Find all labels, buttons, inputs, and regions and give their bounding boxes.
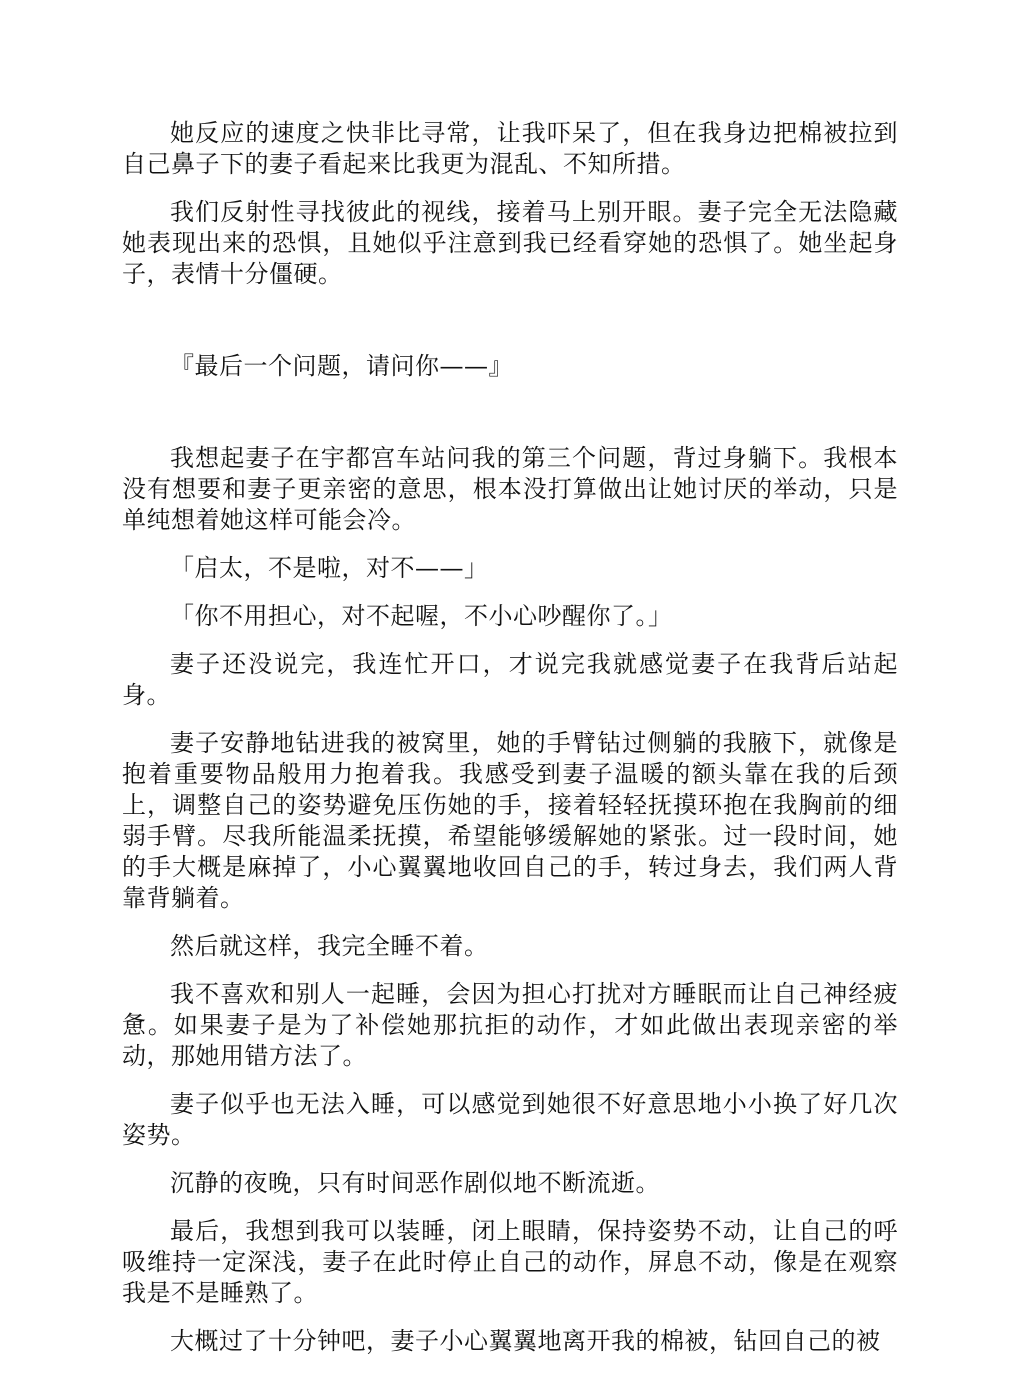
dialogue-line-2: 「你不用担心，对不起喔，不小心吵醒你了。」: [170, 602, 673, 630]
paragraph-10: 最后，我想到我可以装睡，闭上眼睛，保持姿势不动，让自己的呼吸维持一定深浅，妻子在此时停止自己的动作，屏息不动，像是在观察我是不是睡熟了。: [122, 1217, 898, 1307]
paragraph-2: 我们反射性寻找彼此的视线，接着马上别开眼。妻子完全无法隐藏她表现出来的恐惧，且她似乎注意到我已经看穿她的恐惧了。她坐起身子，表情十分僵硬。: [122, 198, 898, 288]
paragraph-11: 大概过了十分钟吧，妻子小心翼翼地离开我的棉被，钻回自己的被: [170, 1327, 881, 1355]
document-page: [122, 118, 898, 1374]
paragraph-3: 我想起妻子在宇都宫车站问我的第三个问题，背过身躺下。我根本没有想要和妻子更亲密的意思，根本没打算做出让她讨厌的举动，只是单纯想着她这样可能会冷。: [122, 444, 898, 534]
paragraph-4: 妻子还没说完，我连忙开口，才说完我就感觉妻子在我背后站起身。: [122, 650, 898, 709]
paragraph-9: 沉静的夜晚，只有时间恶作剧似地不断流逝。: [170, 1169, 660, 1197]
quoted-question: 『最后一个问题，请问你——』: [170, 352, 513, 380]
paragraph-7: 我不喜欢和别人一起睡，会因为担心打扰对方睡眠而让自己神经疲惫。如果妻子是为了补偿她那抗拒的动作，才如此做出表现亲密的举动，那她用错方法了。: [122, 980, 898, 1070]
paragraph-6: 然后就这样，我完全睡不着。: [170, 932, 489, 960]
paragraph-5: 妻子安静地钻进我的被窝里，她的手臂钻过侧躺的我腋下，就像是抱着重要物品般用力抱着我。我感受到妻子温暖的额头靠在我的后颈上，调整自己的姿势避免压伤她的手，接着轻轻抚摸环抱在我胸前的细弱手臂。尽我所能温柔抚摸，希望能够缓解她的紧张。过一段时间，她的手大概是麻掉了，小心翼翼地收回自己的手，转过身去，我们两人背靠背躺着。: [122, 729, 898, 912]
dialogue-line-1: 「启太，不是啦，对不——」: [170, 554, 489, 582]
paragraph-1: 她反应的速度之快非比寻常，让我吓呆了，但在我身边把棉被拉到自己鼻子下的妻子看起来比我更为混乱、不知所措。: [122, 119, 898, 178]
paragraph-8: 妻子似乎也无法入睡，可以感觉到她很不好意思地小小换了好几次姿势。: [122, 1090, 898, 1149]
